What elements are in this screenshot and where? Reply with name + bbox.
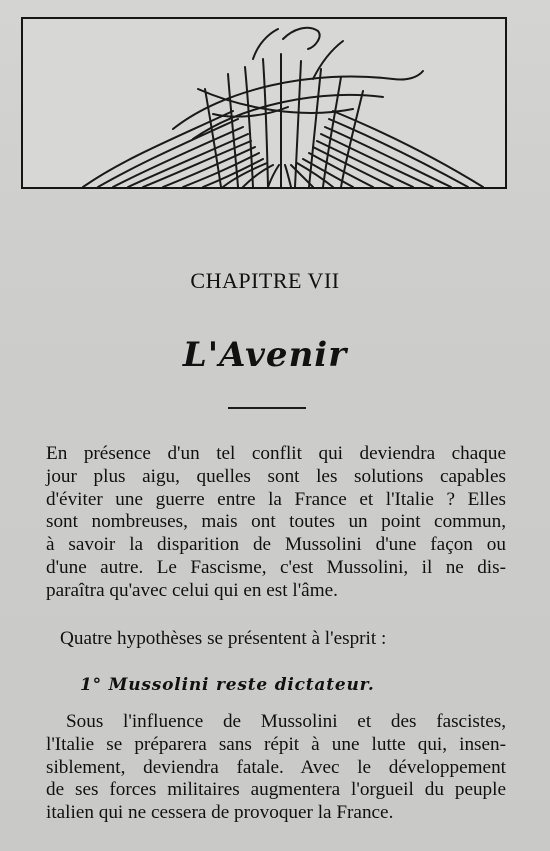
text-line: paraîtra qu'avec celui qui en est l'âme. <box>46 579 338 601</box>
decorative-vignette <box>21 17 507 189</box>
text-line: d'une autre. Le Fascisme, c'est Mussolini, il ne dis- <box>46 556 506 578</box>
wheat-sheaf-illustration <box>23 19 507 189</box>
title-divider <box>228 407 306 409</box>
text-line: de ses forces militaires augmentera l'orgueil du peuple <box>46 779 506 801</box>
paragraph-hypotheses: Quatre hypothèses se présentent à l'esprit : <box>60 628 387 649</box>
text-line: sont nombreuses, mais ont toutes un point commun, <box>46 511 506 533</box>
text-line: jour plus aigu, quelles sont les solutions capables <box>46 465 506 487</box>
text-line: siblement, deviendra fatale. Avec le développement <box>46 756 506 778</box>
paragraph-intro <box>46 443 506 603</box>
text-line: l'Italie se préparera sans répit à une lutte qui, insen- <box>46 733 506 755</box>
paragraph-section-one <box>46 711 506 825</box>
text-line: En présence d'un tel conflit qui deviendra chaque <box>46 443 506 464</box>
text-line: à savoir la disparition de Mussolini d'une façon ou <box>46 534 506 556</box>
chapter-title: L'Avenir <box>182 335 348 375</box>
chapter-number: CHAPITRE VII <box>190 268 340 293</box>
text-line: Sous l'influence de Mussolini et des fascistes, <box>66 711 506 732</box>
section-heading: 1° Mussolini reste dictateur. <box>80 675 375 695</box>
text-line: d'éviter une guerre entre la France et l'Italie ? Elles <box>46 488 506 510</box>
text-line: italien qui ne cessera de provoquer la France. <box>46 802 394 824</box>
